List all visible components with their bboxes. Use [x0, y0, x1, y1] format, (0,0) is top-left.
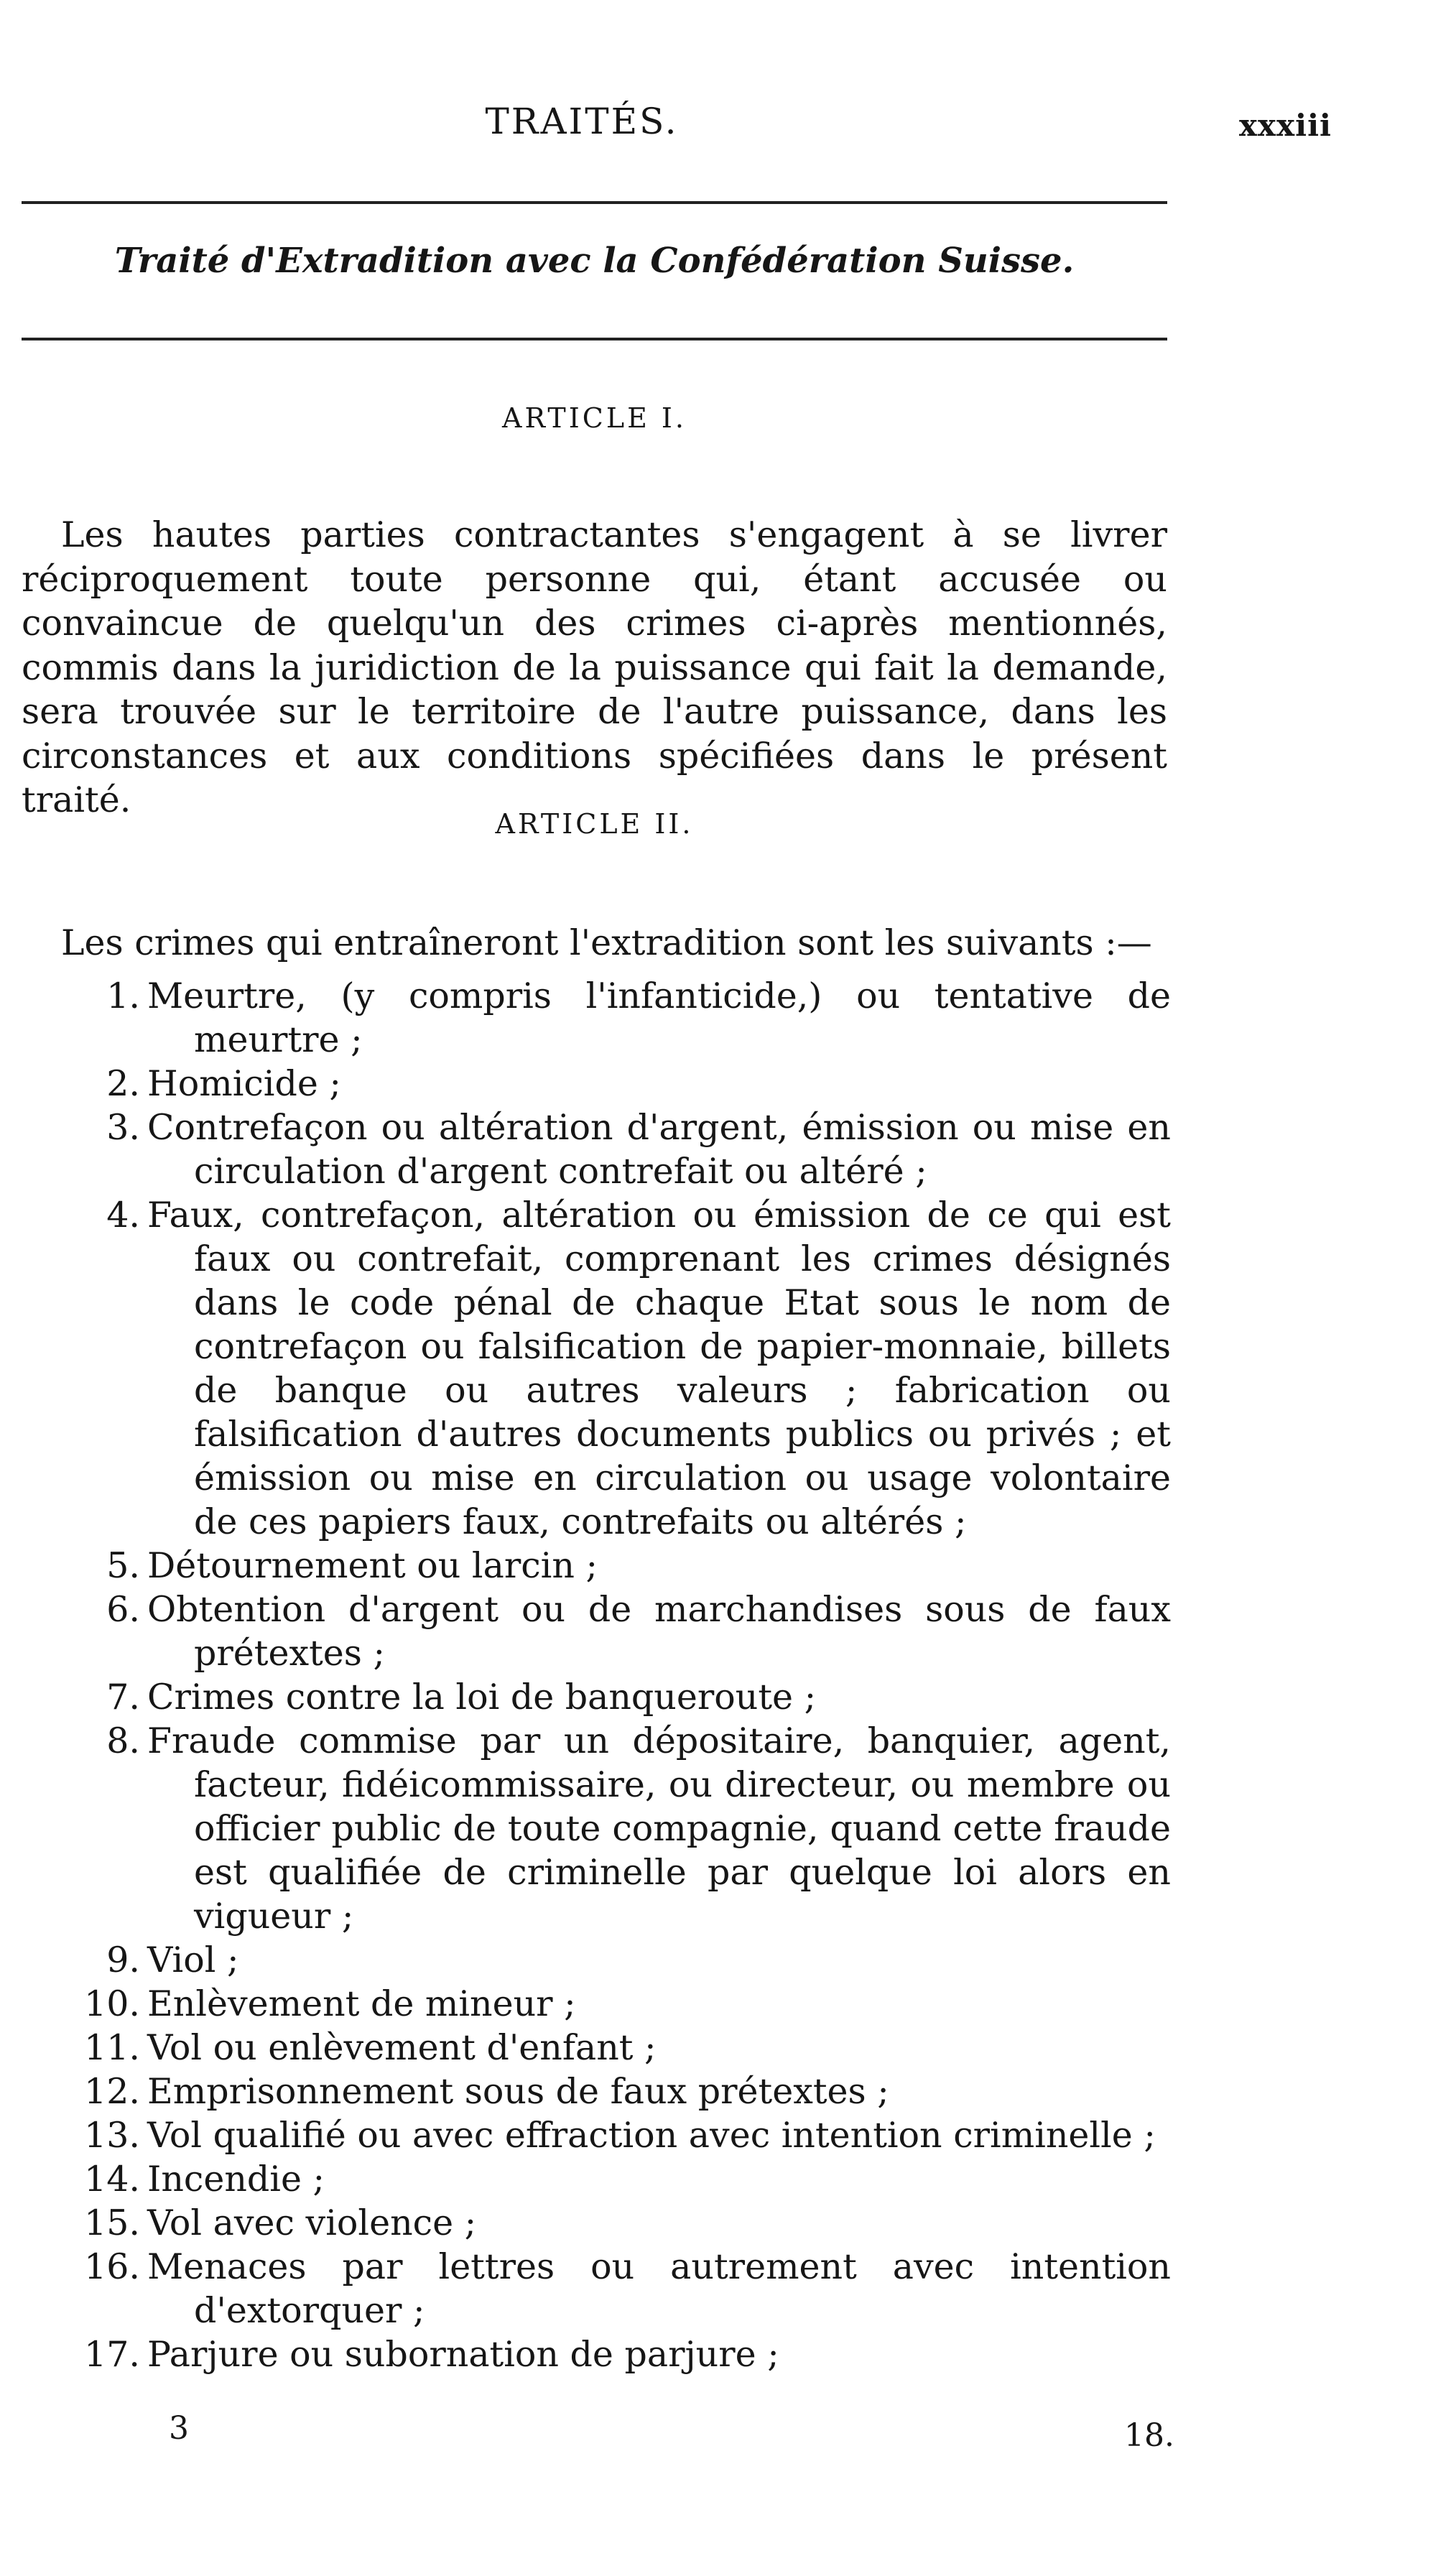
crime-item — [0, 2070, 1171, 2113]
crime-list — [0, 974, 1171, 2376]
signature-mark: 3 — [169, 2410, 189, 2447]
crime-item — [0, 1588, 1171, 1675]
crime-number: 3. — [106, 1107, 140, 1148]
crime-text: Incendie ; — [147, 2159, 325, 2200]
crime-text: Parjure ou subornation de parjure ; — [147, 2334, 779, 2375]
crime-number: 5. — [106, 1545, 140, 1586]
crime-number: 12. — [84, 2071, 140, 2112]
title-rule — [22, 338, 1167, 340]
crime-item — [0, 1193, 1171, 1544]
crime-number: 6. — [106, 1589, 140, 1630]
crime-item — [0, 1938, 1171, 1982]
crime-item — [0, 1062, 1171, 1106]
crime-item — [0, 1719, 1171, 1938]
crime-number: 4. — [106, 1195, 140, 1236]
top-rule — [22, 201, 1167, 204]
crime-number: 1. — [106, 976, 140, 1016]
crime-item — [0, 2113, 1171, 2157]
crime-number: 14. — [84, 2159, 140, 2200]
crime-number: 2. — [106, 1063, 140, 1104]
crime-number: 9. — [106, 1940, 140, 1980]
crime-number: 11. — [84, 2027, 140, 2068]
crime-text: Vol qualifié ou avec effraction avec intention criminelle ; — [147, 2115, 1156, 2156]
crime-text: Emprisonnement sous de faux prétextes ; — [147, 2071, 889, 2112]
crime-item — [0, 2201, 1171, 2245]
crime-number: 17. — [84, 2334, 140, 2375]
crime-item — [0, 1982, 1171, 2026]
crime-text: Enlèvement de mineur ; — [147, 1983, 576, 2024]
crime-number: 8. — [106, 1720, 140, 1761]
crime-text: Viol ; — [147, 1940, 239, 1980]
crime-text: Menaces par lettres ou autrement avec intention d'extorquer ; — [147, 2246, 1171, 2331]
crime-item — [0, 2332, 1171, 2376]
crime-number: 10. — [84, 1983, 140, 2024]
crime-number: 7. — [106, 1677, 140, 1718]
crime-item — [0, 1106, 1171, 1193]
crime-item — [0, 1675, 1171, 1719]
page-number: xxxiii — [1239, 108, 1332, 143]
crime-item — [0, 974, 1171, 1062]
running-head: TRAITÉS. — [485, 101, 679, 142]
crime-text: Fraude commise par un dépositaire, banquier, agent, facteur, fidéicommissaire, ou directeur, ou membre ou officier public de toute compagnie, quand cette fraude est qualifiée de criminelle par quelque loi alors en vigueur ; — [147, 1720, 1171, 1937]
article-1-text: Les hautes parties contractantes s'engagent à se livrer réciproquement toute personne qui, étant accusée ou convaincue de quelqu'un des crimes ci-après mentionnés, commis dans la juridiction de la puissance qui fait la demande, sera trouvée sur le territoire de l'autre puissance, dans les circonstances et aux conditions spécifiées dans le présent traité. — [22, 514, 1167, 820]
crime-text: Détournement ou larcin ; — [147, 1545, 598, 1586]
crime-text: Crimes contre la loi de banqueroute ; — [147, 1677, 817, 1718]
crime-text: Faux, contrefaçon, altération ou émission de ce qui est faux ou contrefait, comprenant les crimes désignés dans le code pénal de chaque Etat sous le nom de contrefaçon ou falsification de papier-monnaie, billets de banque ou autres valeurs ; fabrication ou falsification d'autres documents publics ou privés ; et émission ou mise en circulation ou usage volontaire de ces papiers faux, contrefaits ou altérés ; — [147, 1195, 1171, 1542]
treaty-title: Traité d'Extradition avec la Confédération Suisse. — [114, 241, 1075, 281]
crime-text: Vol avec violence ; — [147, 2202, 477, 2243]
crime-text: Contrefaçon ou altération d'argent, émission ou mise en circulation d'argent contrefait ou altéré ; — [147, 1107, 1171, 1192]
crime-item — [0, 1544, 1171, 1588]
crime-text: Meurtre, (y compris l'infanticide,) ou tentative de meurtre ; — [147, 976, 1171, 1060]
crime-number: 16. — [84, 2246, 140, 2287]
crime-number: 13. — [84, 2115, 140, 2156]
article-1-heading: ARTICLE I. — [502, 402, 687, 434]
crime-item — [0, 2157, 1171, 2201]
catchword: 18. — [1124, 2417, 1174, 2454]
article-2-intro: Les crimes qui entraîneront l'extradition sont les suivants :— — [61, 922, 1152, 963]
crime-item — [0, 2245, 1171, 2332]
crime-text: Vol ou enlèvement d'enfant ; — [147, 2027, 657, 2068]
crime-item — [0, 2026, 1171, 2070]
crime-text: Obtention d'argent ou de marchandises sous de faux prétextes ; — [147, 1589, 1171, 1674]
article-2-heading: ARTICLE II. — [495, 808, 694, 840]
crime-number: 15. — [84, 2202, 140, 2243]
crime-text: Homicide ; — [147, 1063, 341, 1104]
